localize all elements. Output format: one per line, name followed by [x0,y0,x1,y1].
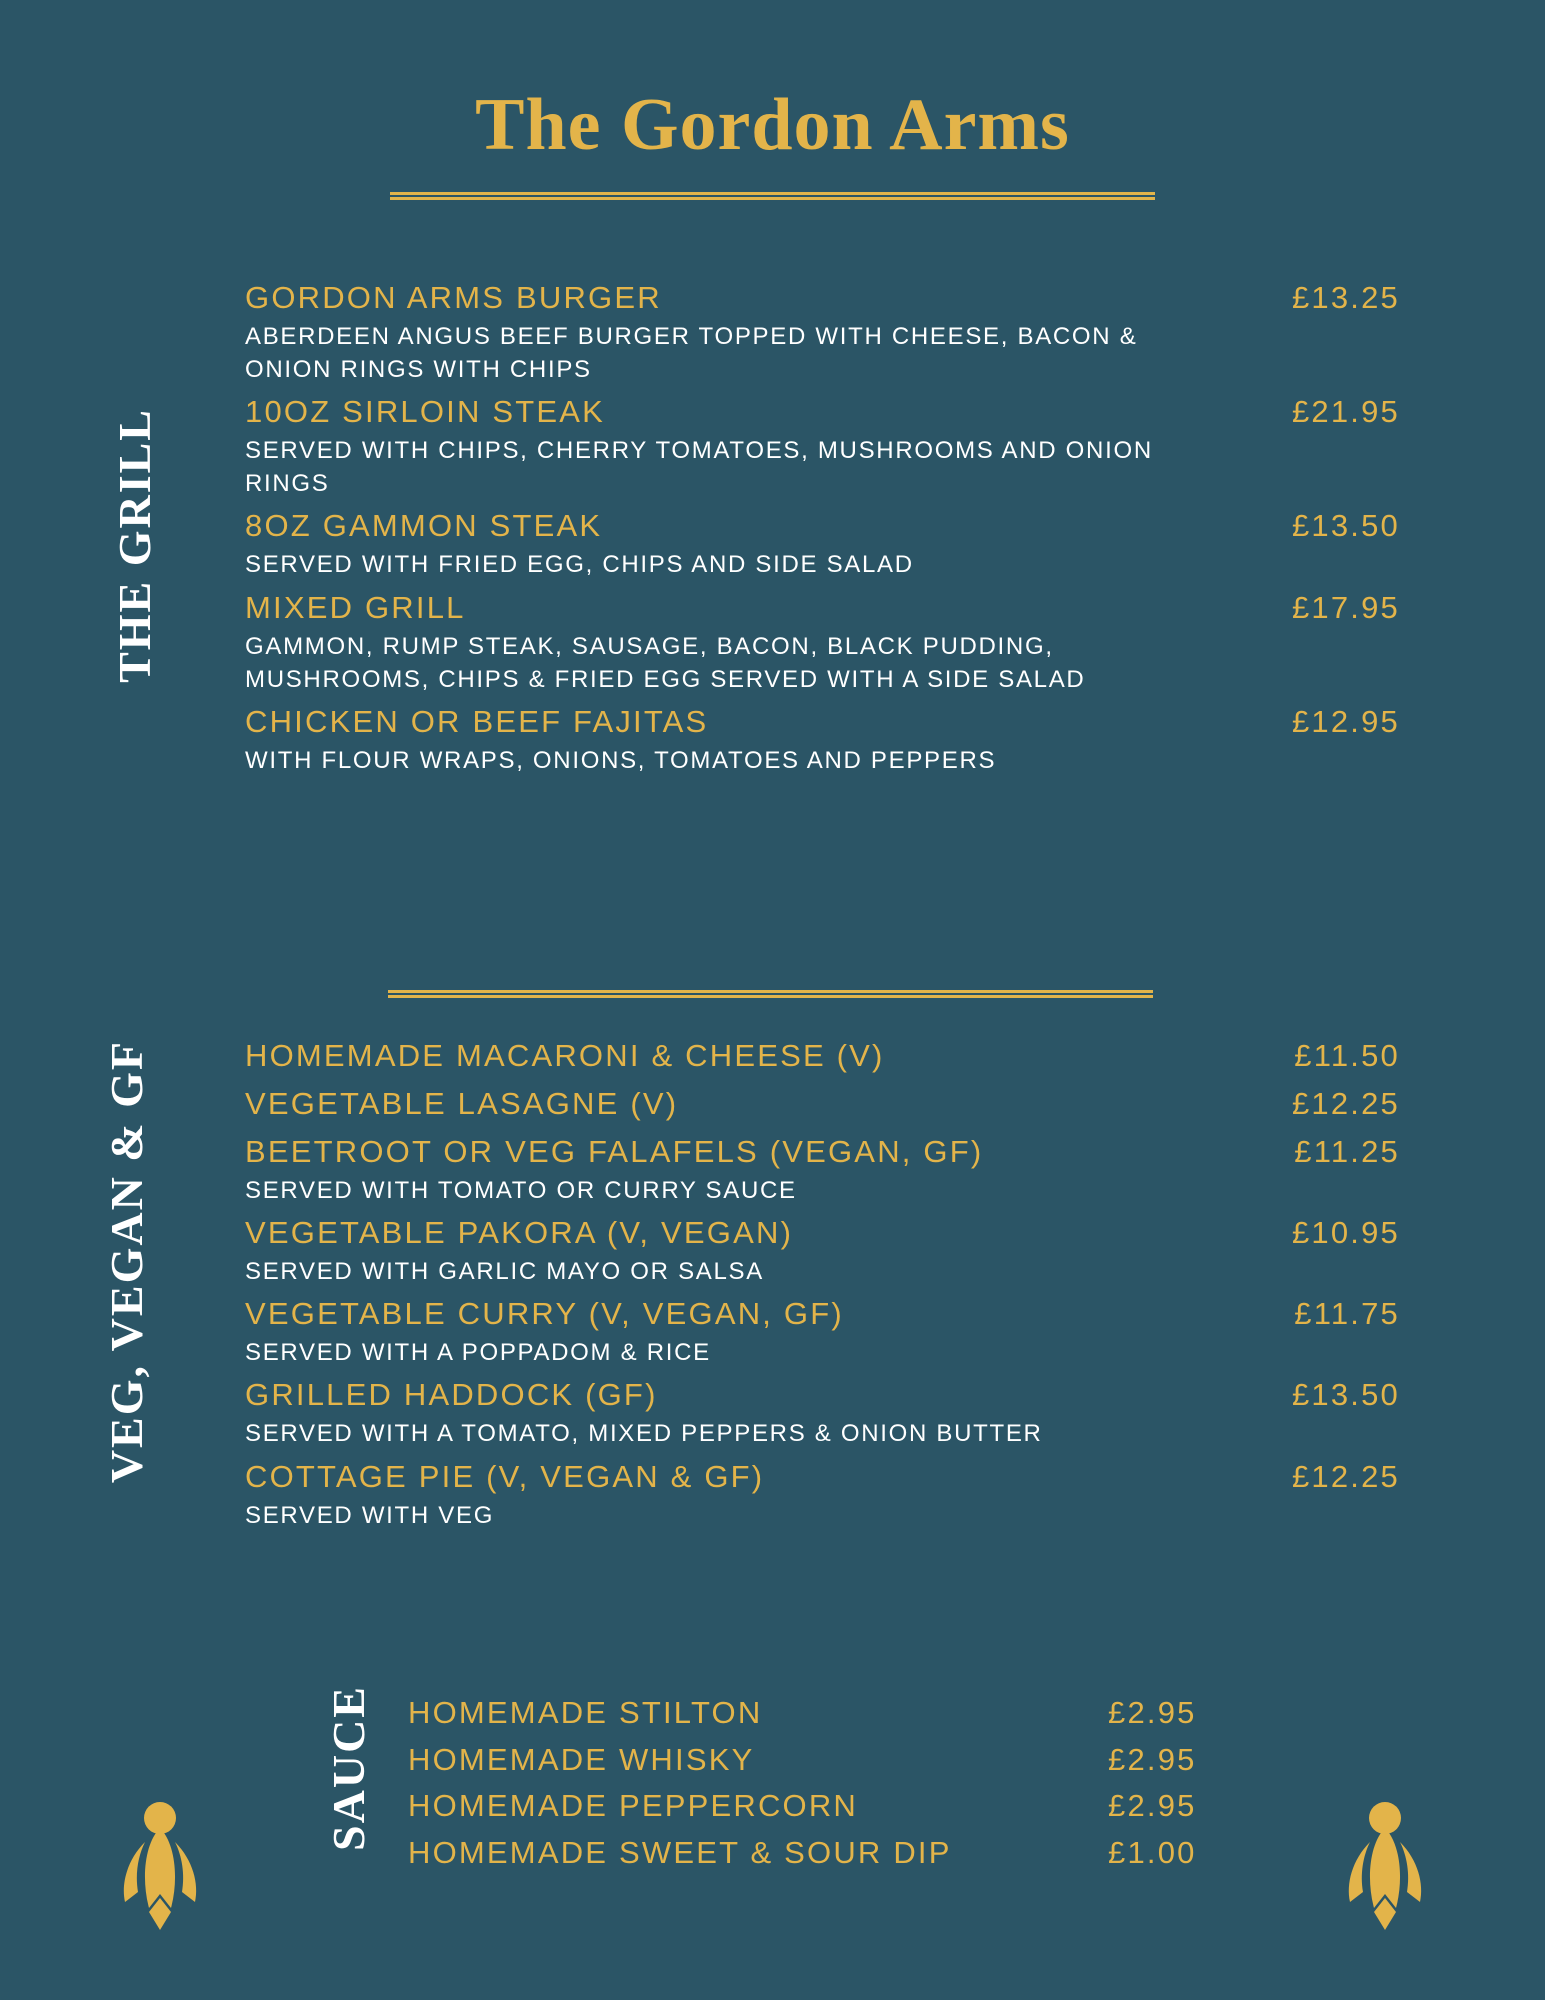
sauce-item [408,1737,1263,1784]
menu-item-name: COTTAGE PIE (V, VEGAN & GF) [245,1458,765,1494]
menu-item-price: £11.50 [1294,1038,1400,1073]
menu-item-name: VEGETABLE LASAGNE (V) [245,1086,679,1122]
menu-item-description: SERVED WITH TOMATO OR CURRY SAUCE [245,1177,797,1205]
menu-item-description: SERVED WITH A POPPADOM & RICE [245,1339,711,1367]
menu-item-header [245,1373,1400,1417]
menu-item-name: 10OZ SIRLOIN STEAK [245,394,606,430]
menu-item-name: GORDON ARMS BURGER [245,280,662,315]
menu-item [245,586,1400,696]
menu-item-price: £13.50 [1291,1377,1400,1413]
menu-item [245,390,1400,500]
menu-item-description: SERVED WITH GARLIC MAYO OR SALSA [245,1258,764,1286]
sauce-item [408,1830,1263,1877]
sauce-item-price: £2.95 [1108,1741,1197,1777]
menu-item [245,504,1400,581]
menu-item-name: 8OZ GAMMON STEAK [245,508,603,544]
page-title: The Gordon Arms [475,84,1070,166]
menu-item-name: VEGETABLE CURRY (V, VEGAN, GF) [245,1296,844,1332]
sauce-item-name: HOMEMADE PEPPERCORN [408,1788,859,1823]
menu-item-price: £10.95 [1291,1215,1400,1251]
menu-item-header [245,700,1400,744]
menu-item-description: GAMMON, RUMP STEAK, SAUSAGE, BACON, BLACK PUDDING, MUSHROOMS, CHIPS & FRIED EGG SERVED WITH A SIDE SALAD [245,632,1086,693]
fan-ornament-icon [105,1798,215,1938]
section-label-the-grill: THE GRILL [109,408,160,683]
header-divider [390,192,1155,200]
menu-item-name: GRILLED HADDOCK (GF) [245,1377,658,1413]
fan-ornament-icon [1330,1798,1440,1938]
menu-item-header [245,390,1400,434]
sauce-item-price: £2.95 [1108,1788,1197,1823]
menu-item-description: SERVED WITH VEG [245,1501,495,1529]
menu-item-header [245,1130,1400,1174]
menu-item-name: MIXED GRILL [245,589,466,625]
menu-item [245,1373,1400,1450]
menu-item [245,276,1400,386]
menu-item [245,1034,1400,1078]
menu-item-header [245,504,1400,548]
menu-item-price: £21.95 [1291,394,1400,430]
menu-item-price: £13.50 [1291,508,1400,544]
sauce-item-name: HOMEMADE WHISKY [408,1741,755,1777]
sauce-item [408,1690,1263,1737]
menu-item-header [245,1292,1400,1336]
menu-item-price: £11.25 [1294,1134,1400,1170]
menu-item-price: £11.75 [1294,1296,1400,1332]
menu-item-name: BEETROOT OR VEG FALAFELS (VEGAN, GF) [245,1134,984,1170]
section-label-veg-vegan-gf: VEG, VEGAN & GF [101,1040,152,1484]
menu-item-price: £12.95 [1291,703,1400,739]
menu-item-description: SERVED WITH FRIED EGG, CHIPS AND SIDE SALAD [245,551,914,579]
menu-item-price: £17.95 [1291,589,1400,625]
menu-item [245,1082,1400,1126]
menu-item [245,1455,1400,1532]
sauce-item-name: HOMEMADE STILTON [408,1695,763,1730]
menu-item-name: CHICKEN OR BEEF FAJITAS [245,703,709,739]
menu-item [245,1292,1400,1369]
menu-item-header [245,1082,1400,1126]
menu-item-header [245,1211,1400,1255]
menu-item-description: SERVED WITH A TOMATO, MIXED PEPPERS & ONION BUTTER [245,1420,1043,1448]
menu-item-description: WITH FLOUR WRAPS, ONIONS, TOMATOES AND PEPPERS [245,746,997,774]
section-the-grill [245,272,1400,779]
menu-item [245,1211,1400,1288]
sauce-item-price: £1.00 [1108,1834,1197,1870]
section-label-sauce: SAUCE [323,1685,374,1851]
menu-item [245,700,1400,777]
menu-item-price: £13.25 [1291,280,1400,315]
menu-item-name: HOMEMADE MACARONI & CHEESE (V) [245,1038,885,1073]
menu-item-price: £12.25 [1291,1458,1400,1494]
sauce-item-name: HOMEMADE SWEET & SOUR DIP [408,1834,952,1870]
menu-item-header [245,1455,1400,1499]
menu-item-header [245,586,1400,630]
sauce-item [408,1783,1263,1830]
menu-item-description: SERVED WITH CHIPS, CHERRY TOMATOES, MUSHROOMS AND ONION RINGS [245,437,1153,498]
menu-item-price: £12.25 [1291,1086,1400,1122]
menu-item [245,1130,1400,1207]
menu-item-header [245,1034,1400,1078]
section-sauce [408,1690,1263,1876]
sauce-item-price: £2.95 [1108,1695,1197,1730]
menu-item-name: VEGETABLE PAKORA (V, VEGAN) [245,1215,794,1251]
menu-item-header [245,276,1400,320]
menu-item-description: ABERDEEN ANGUS BEEF BURGER TOPPED WITH CHEESE, BACON & ONION RINGS WITH CHIPS [245,323,1138,384]
section-divider [388,990,1153,998]
section-veg-vegan-gf [245,1030,1400,1534]
